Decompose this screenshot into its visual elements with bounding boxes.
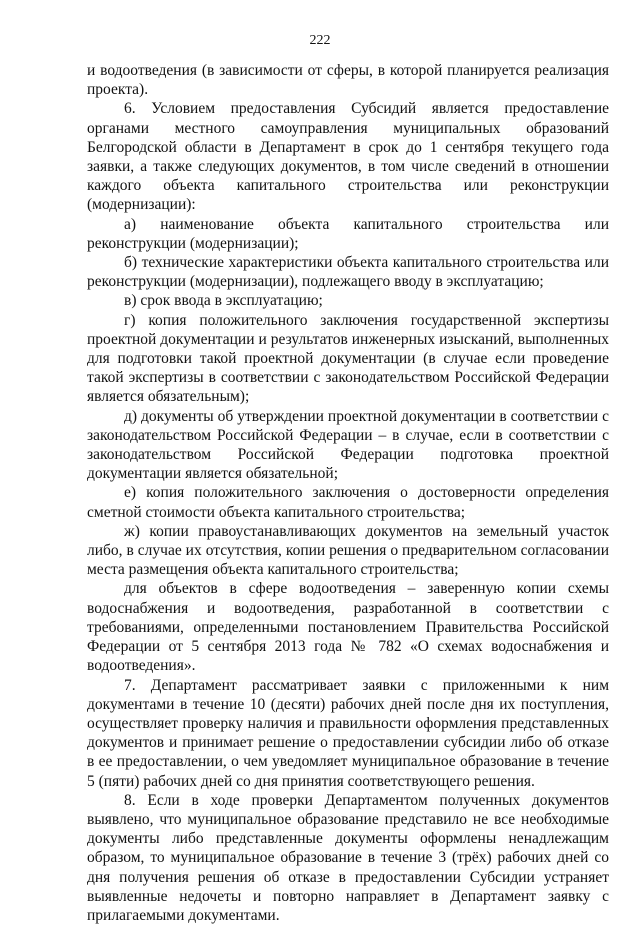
page-number: 222 — [309, 33, 331, 48]
paragraph-item-zh: ж) копии правоустанавливающих документов на земельный участок либо, в случае их отсутствия, копии решения о предварительном согласовании места размещения объекта капитального строительства; — [87, 522, 609, 579]
paragraph-clause-7: 7. Департамент рассматривает заявки с приложенными к ним документами в течение 10 (десяти) рабочих дней после дня их поступления, осуществляет проверку наличия и правильности оформления представленных документов и принимает решение о предоставлении субсидии либо об отказе в ее предоставлении, о чем уведомляет муниципальное образование в течение 5 (пяти) рабочих дней со дня принятия соответствующего решения. — [87, 676, 609, 790]
paragraph-clause-8: 8. Если в ходе проверки Департаментом полученных документов выявлено, что муниципальное образование представило не все необходимые документы либо представленные документы оформлены ненадлежащим образом, то муниципальное образование в течение 3 (трёх) рабочих дней со дня получения решения об отказе в предоставлении Субсидии устраняет выявленные недочеты и повторно направляет в Департамент заявку с прилагаемыми документами. — [87, 791, 609, 924]
paragraph-item-v: в) срок ввода в эксплуатацию; — [124, 292, 323, 310]
paragraph-continuation: и водоотведения (в зависимости от сферы, в которой планируется реализация проекта). — [87, 62, 609, 99]
paragraph-water-supply-scheme: для объектов в сфере водоотведения – заверенную копии схемы водоснабжения и водоотведения, разработанной в соответствии с требованиями, определенными постановлением Правительства Российской Федерации от 5 сентября 2013 года № 782 «О схемах водоснабжения и водоотведения». — [87, 580, 609, 675]
paragraph-item-g: г) копия положительного заключения государственной экспертизы проектной документации и результатов инженерных изысканий, выполненных для подготовки такой проектной документации (в случае если проведение такой экспертизы в соответствии с законодательством Российской Федерации является обязательным); — [87, 311, 609, 406]
document-body — [87, 61, 609, 925]
paragraph-item-b: б) технические характеристики объекта капитального строительства или реконструкции (модернизации), подлежащего вводу в эксплуатацию; — [87, 254, 609, 291]
paragraph-item-d: д) документы об утверждении проектной документации в соответствии с законодательством Российской Федерации – в случае, если в соответствии с законодательством Российской Федерации подготовка проектной документации является обязательной; — [87, 407, 609, 483]
paragraph-item-a: а) наименование объекта капитального строительства или реконструкции (модернизации); — [87, 215, 609, 252]
paragraph-clause-6: 6. Условием предоставления Субсидий является предоставление органами местного самоуправления муниципальных образований Белгородской области в Департамент в срок до 1 сентября текущего года заявки, а также следующих документов, в том числе сведений в отношении каждого объекта капитального строительства или реконструкции (модернизации): — [87, 100, 609, 214]
paragraph-item-e: е) копия положительного заключения о достоверности определения сметной стоимости объекта капитального строительства; — [87, 484, 609, 521]
